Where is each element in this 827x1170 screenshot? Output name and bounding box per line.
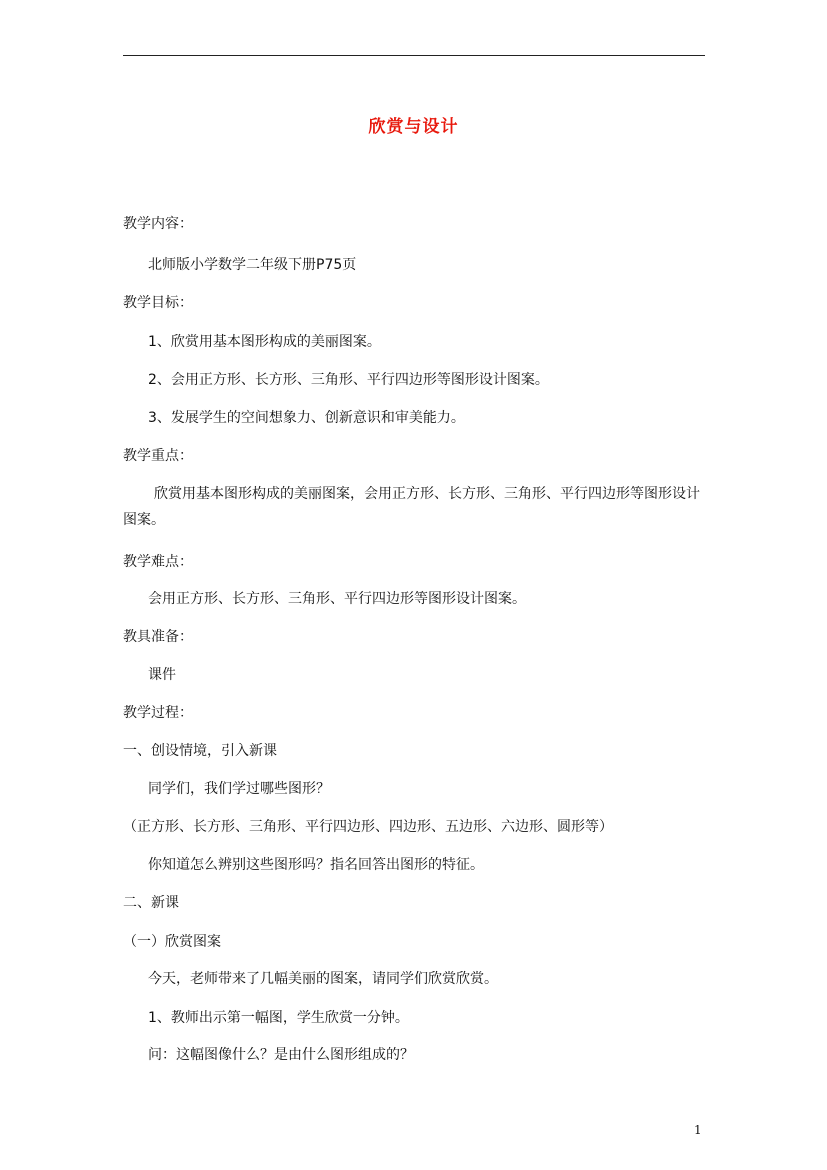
section1-followup: 你知道怎么辨别这些图形吗？指名回答出图形的特征。 xyxy=(148,857,484,873)
section2-subtitle: （一）欣赏图案 xyxy=(123,934,221,950)
content-text: 北师版小学数学二年级下册P75页 xyxy=(148,257,357,273)
header-rule xyxy=(123,55,705,56)
difficulty-text: 会用正方形、长方形、三角形、平行四边形等图形设计图案。 xyxy=(148,591,526,607)
tools-text: 课件 xyxy=(148,667,176,683)
process-label: 教学过程： xyxy=(123,705,193,721)
section2-question: 问：这幅图像什么？是由什么图形组成的？ xyxy=(148,1047,414,1063)
section2-intro: 今天，老师带来了几幅美丽的图案，请同学们欣赏欣赏。 xyxy=(148,971,498,987)
goal-item-1: 1、欣赏用基本图形构成的美丽图案。 xyxy=(148,334,381,350)
section2-step1: 1、教师出示第一幅图，学生欣赏一分钟。 xyxy=(148,1010,409,1026)
section1-answer: （正方形、长方形、三角形、平行四边形、四边形、五边形、六边形、圆形等） xyxy=(123,819,613,835)
goal-item-3: 3、发展学生的空间想象力、创新意识和审美能力。 xyxy=(148,410,465,426)
key-label: 教学重点： xyxy=(123,448,193,464)
document-title: 欣赏与设计 xyxy=(368,117,459,137)
goal-item-2: 2、会用正方形、长方形、三角形、平行四边形等图形设计图案。 xyxy=(148,372,549,388)
difficulty-label: 教学难点： xyxy=(123,554,193,570)
section1-question: 同学们，我们学过哪些图形？ xyxy=(148,781,330,797)
section1-title: 一、创设情境，引入新课 xyxy=(123,743,277,759)
tools-label: 教具准备： xyxy=(123,629,193,645)
section2-title: 二、新课 xyxy=(123,895,179,911)
goals-label: 教学目标： xyxy=(123,295,193,311)
page-number: 1 xyxy=(694,1123,702,1137)
content-label: 教学内容： xyxy=(123,216,193,232)
key-text: 欣赏用基本图形构成的美丽图案，会用正方形、长方形、三角形、平行四边形等图形设计图案。 xyxy=(123,486,700,528)
